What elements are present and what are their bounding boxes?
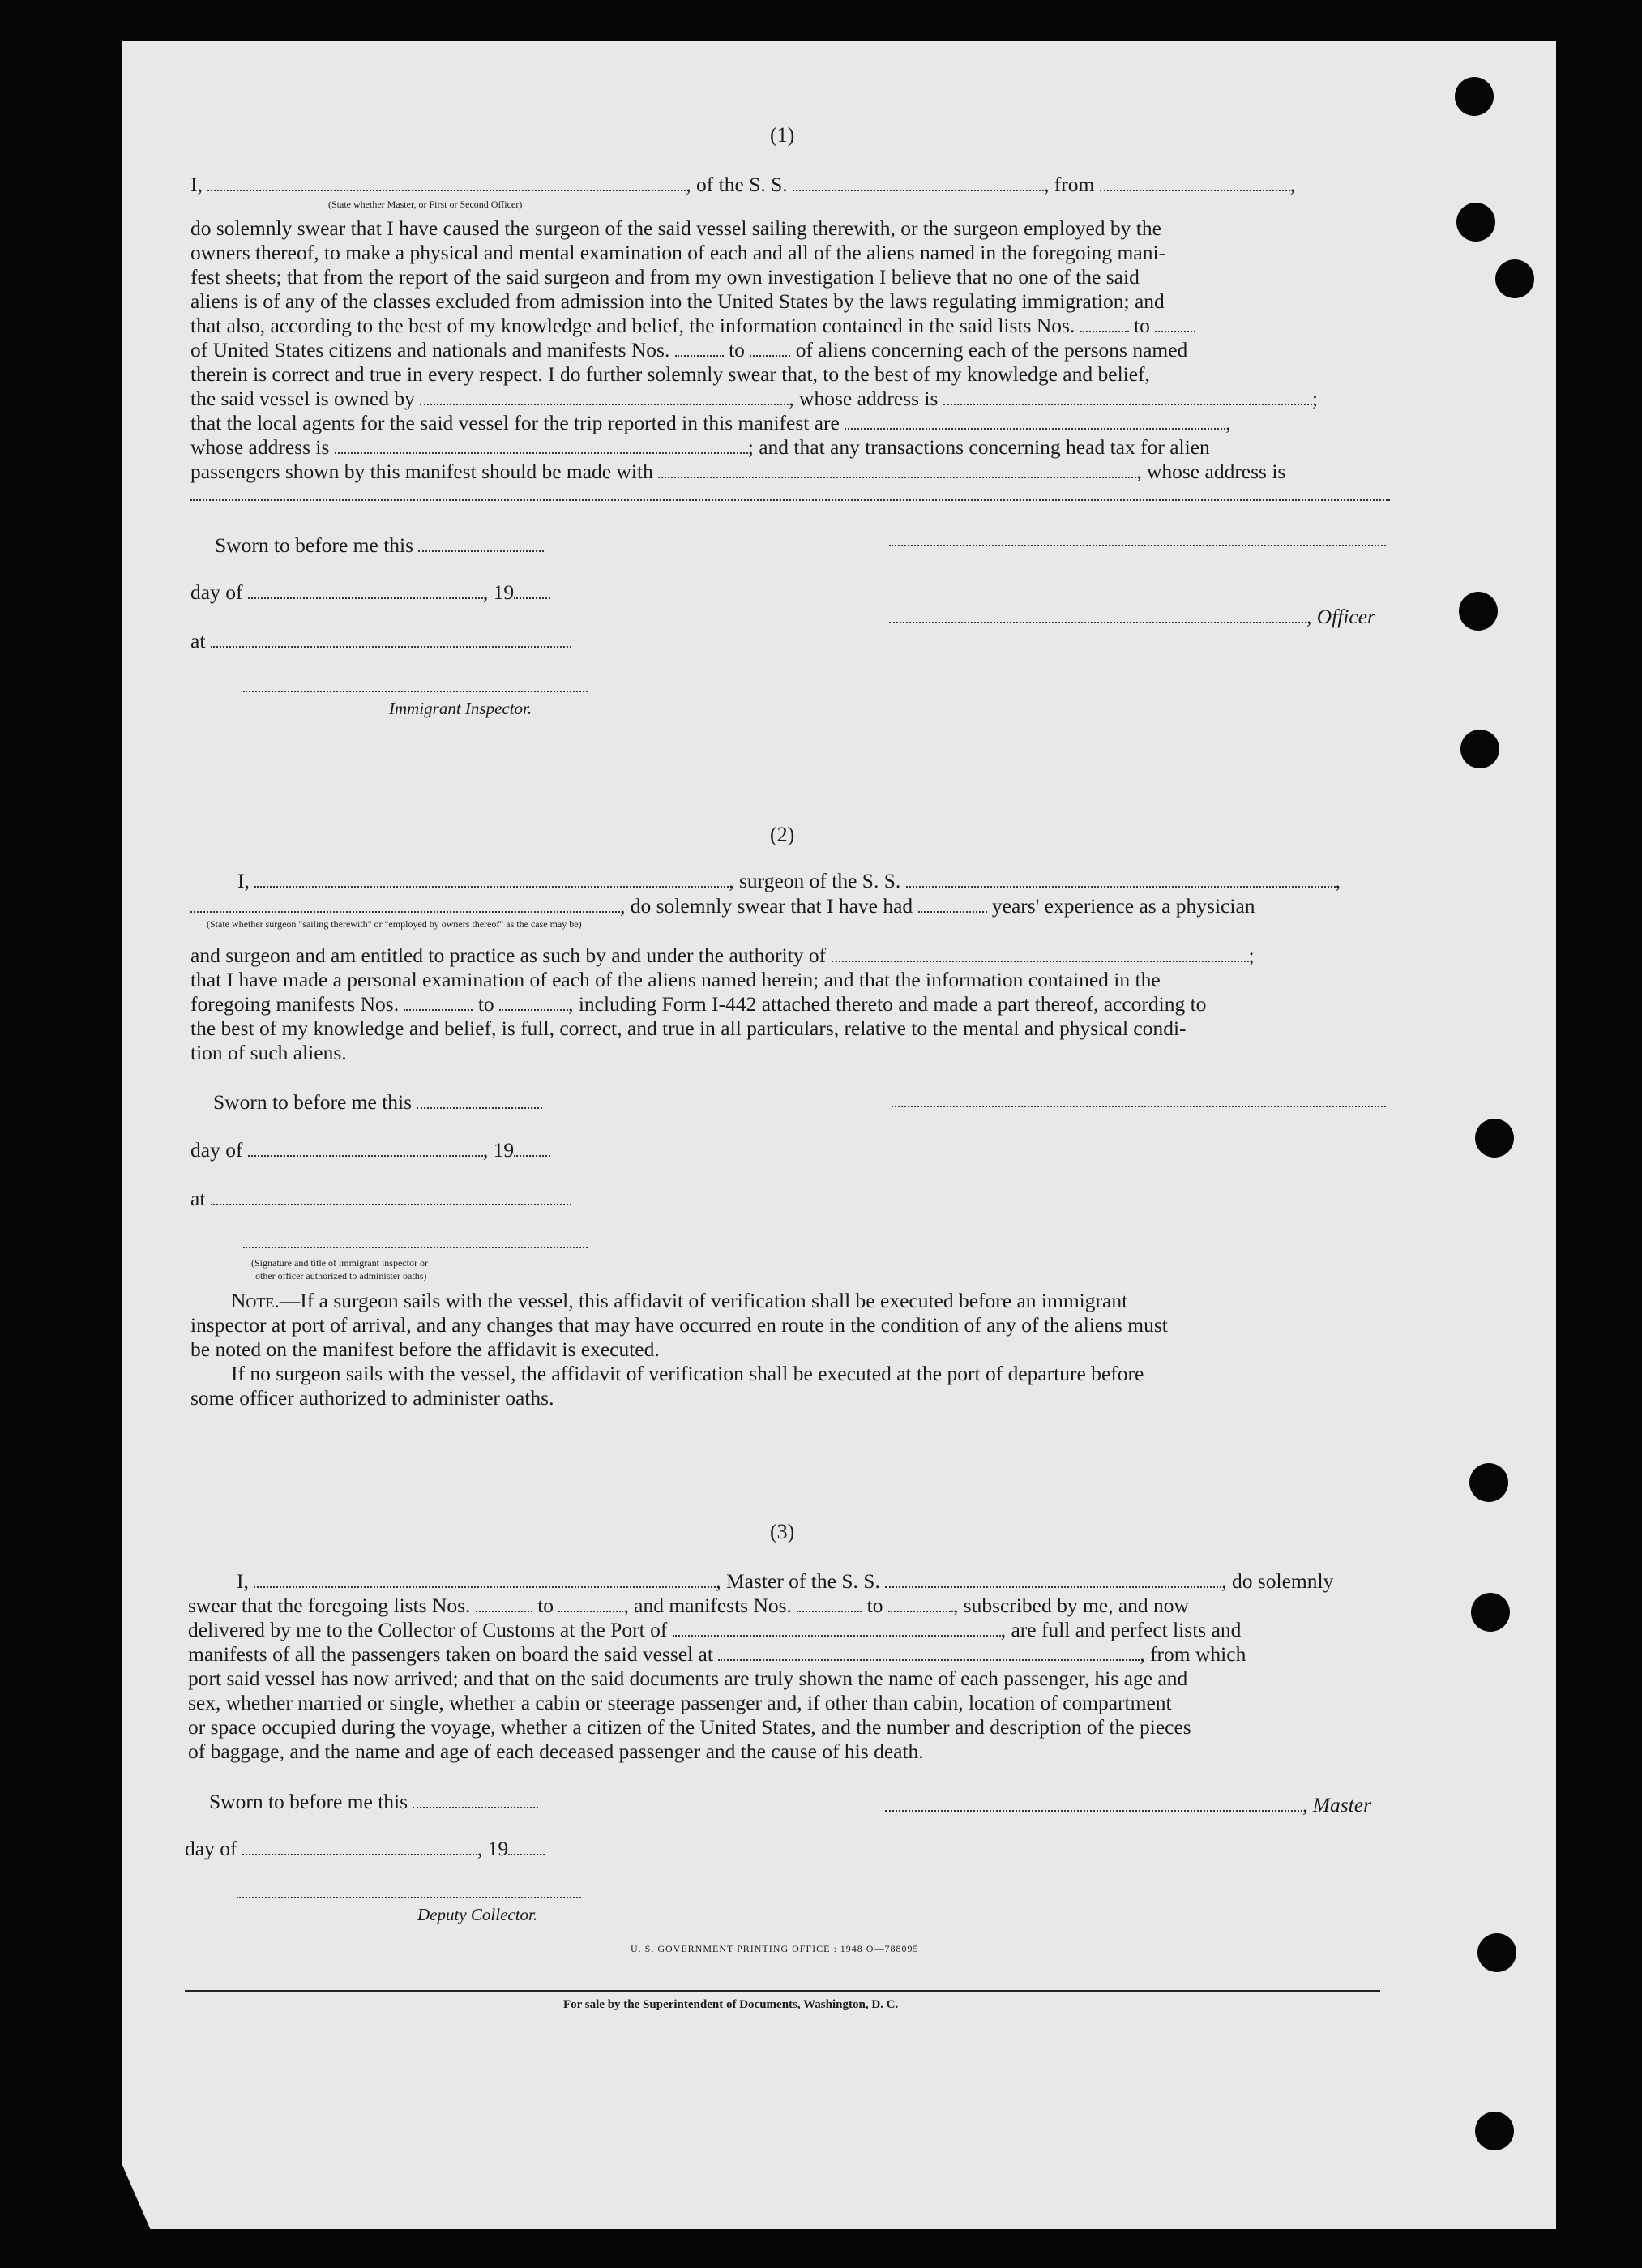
text-line	[188, 1642, 1333, 1667]
blank-field[interactable]	[673, 1630, 1001, 1637]
signature-line[interactable]	[892, 1106, 1386, 1107]
blank-field[interactable]	[207, 185, 686, 191]
signature-line[interactable]	[243, 691, 588, 692]
blank-field[interactable]	[420, 399, 789, 405]
text-line	[190, 992, 1255, 1016]
text: Sworn to before me this	[213, 1090, 413, 1114]
text-line: that I have made a personal examination of each of the aliens named herein; and that the information contained in the	[190, 968, 1161, 991]
text: , from	[1044, 173, 1095, 196]
punch-hole	[1460, 730, 1499, 768]
text: to	[729, 338, 745, 362]
text: manifests of all the passengers taken on board the said vessel at	[188, 1642, 713, 1666]
blank-field[interactable]	[918, 906, 987, 913]
caption: (Signature and title of immigrant inspector or	[251, 1257, 428, 1269]
text-line: port said vessel has now arrived; and that on the said documents are truly shown the name of each passenger, his age and	[188, 1667, 1188, 1690]
blank-field[interactable]	[718, 1654, 1140, 1661]
master-signature-line	[885, 1793, 1371, 1817]
text: , 19	[477, 1837, 509, 1860]
text-line	[188, 1618, 1333, 1642]
blank-field[interactable]	[658, 472, 1136, 478]
signature-line[interactable]	[243, 1247, 588, 1248]
blank-field[interactable]	[832, 956, 1249, 962]
blank-field[interactable]	[845, 423, 1225, 430]
oath-body	[190, 944, 1255, 1065]
text-line	[190, 1289, 1168, 1313]
blank-field[interactable]	[514, 593, 550, 599]
text: of United States citizens and nationals and manifests Nos.	[190, 338, 670, 362]
section-number: (3)	[770, 1520, 795, 1543]
punch-hole	[1469, 1463, 1508, 1502]
blank-field[interactable]	[413, 1802, 538, 1808]
text: , whose address is	[1136, 460, 1286, 483]
text-line: owners thereof, to make a physical and mental examination of each and all of the aliens named in the foregoing mani-	[190, 241, 1166, 264]
blank-field[interactable]	[906, 881, 1336, 888]
text: whose address is	[190, 435, 330, 459]
text: I,	[190, 173, 203, 196]
text: , 19	[482, 580, 515, 604]
punch-hole	[1471, 1593, 1510, 1632]
text-line	[188, 1569, 1333, 1594]
surgeon-line-2	[190, 894, 1255, 918]
sale-notice: For sale by the Superintendent of Documents, Washington, D. C.	[563, 1998, 899, 2011]
punch-hole	[1459, 592, 1498, 631]
blank-field[interactable]	[1080, 326, 1129, 332]
text: , of the S. S.	[686, 173, 788, 196]
text-line: and surgeon and am entitled to practice as such by and under the authority of ;	[190, 944, 1255, 967]
blank-field[interactable]	[211, 641, 571, 648]
divider	[185, 1990, 1380, 1992]
text-line: tion of such aliens.	[190, 1041, 347, 1064]
officer-line: I, , of the S. S. , from ,	[190, 173, 1296, 196]
blank-field[interactable]	[211, 1199, 571, 1205]
text-line: therein is correct and true in every respect. I do further solemnly swear that, to the best of my knowledge and belief,	[190, 362, 1150, 386]
day-line	[190, 580, 550, 605]
blank-field[interactable]	[888, 1606, 953, 1612]
blank-field[interactable]	[750, 350, 790, 357]
text: at	[190, 1187, 206, 1210]
signer-title: , Master	[1302, 1793, 1371, 1817]
blank-field[interactable]	[190, 499, 1390, 501]
punch-hole	[1475, 1119, 1514, 1158]
text: Sworn to before me this	[215, 533, 414, 557]
text: swear that the foregoing lists Nos.	[188, 1594, 471, 1617]
text: foregoing manifests Nos.	[190, 992, 400, 1016]
sworn-line	[215, 533, 544, 558]
text-line: sex, whether married or single, whether a cabin or steerage passenger and, if other than cabin, location of compartment	[188, 1691, 1172, 1714]
sworn-line	[209, 1790, 538, 1814]
text-line	[190, 314, 1318, 338]
text-line: do solemnly swear that I have caused the surgeon of the said vessel sailing therewith, or the surgeon employed by the	[190, 216, 1161, 240]
text: , and manifests Nos.	[623, 1594, 792, 1617]
text: , do solemnly	[1221, 1569, 1334, 1593]
day-line	[190, 1138, 550, 1162]
text: , do solemnly swear that I have had	[620, 894, 913, 918]
note-label: Note.	[231, 1289, 280, 1312]
sworn-line	[213, 1090, 542, 1115]
caption: (State whether Master, or First or Second Officer)	[328, 199, 523, 210]
punch-hole	[1456, 203, 1495, 242]
blank-field[interactable]	[254, 881, 729, 888]
blank-field[interactable]	[885, 1581, 1221, 1588]
text-line: be noted on the manifest before the affidavit is executed.	[190, 1337, 660, 1361]
signer-title: , Officer	[1306, 605, 1375, 628]
text: , from which	[1140, 1642, 1246, 1666]
text: day of	[190, 580, 243, 604]
text: that also, according to the best of my knowledge and belief, the information contained in the said lists Nos.	[190, 314, 1075, 337]
text: and surgeon and am entitled to practice as such by and under the authority of	[190, 944, 827, 967]
punch-hole	[1477, 1933, 1516, 1972]
blank-field[interactable]	[476, 1606, 532, 1612]
blank-field[interactable]	[514, 1150, 550, 1157]
oath-body	[190, 216, 1318, 484]
text: , whose address is	[789, 387, 939, 410]
text: I,	[237, 869, 250, 892]
blank-field[interactable]	[675, 350, 724, 357]
blank-field[interactable]	[254, 1581, 716, 1588]
blank-field[interactable]	[508, 1849, 545, 1855]
text: to	[537, 1594, 554, 1617]
blank-field[interactable]	[404, 1004, 473, 1011]
signer-title: Immigrant Inspector.	[389, 699, 532, 718]
blank-field[interactable]	[242, 1849, 477, 1855]
blank-field[interactable]	[889, 617, 1306, 623]
signer-title: Deputy Collector.	[417, 1905, 538, 1924]
blank-field[interactable]	[418, 546, 544, 552]
blank-field[interactable]	[1155, 326, 1195, 332]
text: at	[190, 629, 206, 653]
text: , surgeon of the S. S.	[729, 869, 901, 892]
text: of aliens concerning each of the persons named	[795, 338, 1188, 362]
text-line: or space occupied during the voyage, whether a citizen of the United States, and the number and description of the pieces	[188, 1715, 1191, 1739]
text: ; and that any transactions concerning head tax for alien	[747, 435, 1210, 459]
blank-field[interactable]	[190, 906, 620, 913]
caption: (State whether surgeon "sailing therewith" or "employed by owners thereof" as the case may be)	[207, 918, 582, 930]
printing-office-imprint: U. S. GOVERNMENT PRINTING OFFICE : 1948 O—788095	[631, 1943, 919, 1954]
signature-line[interactable]	[237, 1897, 581, 1898]
text: , including Form I-442 attached thereto and made a part thereof, according to	[568, 992, 1207, 1016]
text: delivered by me to the Collector of Customs at the Port of	[188, 1618, 668, 1641]
text: that the local agents for the said vessel for the trip reported in this manifest are	[190, 411, 840, 434]
text: I,	[237, 1569, 249, 1593]
punch-hole	[1455, 77, 1494, 116]
punch-hole	[1495, 259, 1534, 298]
surgeon-line: I, , surgeon of the S. S. ,	[237, 869, 1341, 892]
blank-field[interactable]	[248, 1150, 483, 1157]
text: to	[477, 992, 494, 1016]
text: —If a surgeon sails with the vessel, this affidavit of verification shall be executed before an immigrant	[279, 1289, 1128, 1312]
text: to	[866, 1594, 883, 1617]
text: , subscribed by me, and now	[952, 1594, 1189, 1617]
blank-field[interactable]	[797, 1606, 862, 1612]
text: Sworn to before me this	[209, 1790, 408, 1813]
blank-field[interactable]	[248, 593, 483, 599]
text-line: of baggage, and the name and age of each deceased passenger and the cause of his death.	[188, 1740, 924, 1763]
officer-signature-line	[889, 605, 1375, 629]
text: years' experience as a physician	[991, 894, 1255, 918]
blank-field[interactable]	[558, 1606, 623, 1612]
text-line: aliens is of any of the classes excluded from admission into the United States by the laws regulating immigration; and	[190, 289, 1165, 313]
caption: other officer authorized to administer oaths)	[255, 1270, 427, 1282]
note	[190, 1289, 1168, 1410]
blank-field[interactable]	[943, 399, 1312, 405]
at-line	[190, 1187, 571, 1211]
text-line: inspector at port of arrival, and any changes that may have occurred en route in the condition of any of the aliens must	[190, 1313, 1168, 1337]
blank-field[interactable]	[335, 447, 748, 454]
text: day of	[190, 1138, 243, 1162]
text: day of	[185, 1837, 237, 1860]
blank-field[interactable]	[499, 1004, 568, 1011]
punch-hole	[1475, 2112, 1514, 2150]
text: , are full and perfect lists and	[1000, 1618, 1242, 1641]
text-line	[190, 435, 1318, 460]
signature-line[interactable]	[889, 545, 1386, 546]
day-line	[185, 1837, 545, 1861]
text-line	[188, 1594, 1333, 1618]
text-line: If no surgeon sails with the vessel, the affidavit of verification shall be executed at the port of departure before	[231, 1362, 1144, 1385]
text: passengers shown by this manifest should be made with	[190, 460, 653, 483]
section-number: (2)	[770, 823, 795, 846]
text-line: fest sheets; that from the report of the said surgeon and from my own investigation I believe that no one of the said	[190, 265, 1140, 289]
blank-field[interactable]	[1100, 185, 1290, 191]
text: , 19	[482, 1138, 515, 1162]
blank-field[interactable]	[417, 1102, 542, 1109]
at-line	[190, 629, 571, 653]
text: , Master of the S. S.	[716, 1569, 880, 1593]
oath-body	[188, 1569, 1333, 1764]
text-line	[190, 338, 1318, 362]
text-line: that the local agents for the said vessel for the trip reported in this manifest are ,	[190, 411, 1231, 434]
text-line: the said vessel is owned by , whose address is ;	[190, 387, 1318, 410]
text: the said vessel is owned by	[190, 387, 415, 410]
text-line: some officer authorized to administer oaths.	[190, 1386, 554, 1410]
text-line	[190, 460, 1318, 484]
section-number: (1)	[770, 123, 795, 147]
blank-field[interactable]	[885, 1805, 1302, 1812]
text-line: the best of my knowledge and belief, is full, correct, and true in all particulars, relative to the mental and physical condi-	[190, 1016, 1187, 1040]
text: to	[1134, 314, 1150, 337]
blank-field[interactable]	[793, 185, 1044, 191]
